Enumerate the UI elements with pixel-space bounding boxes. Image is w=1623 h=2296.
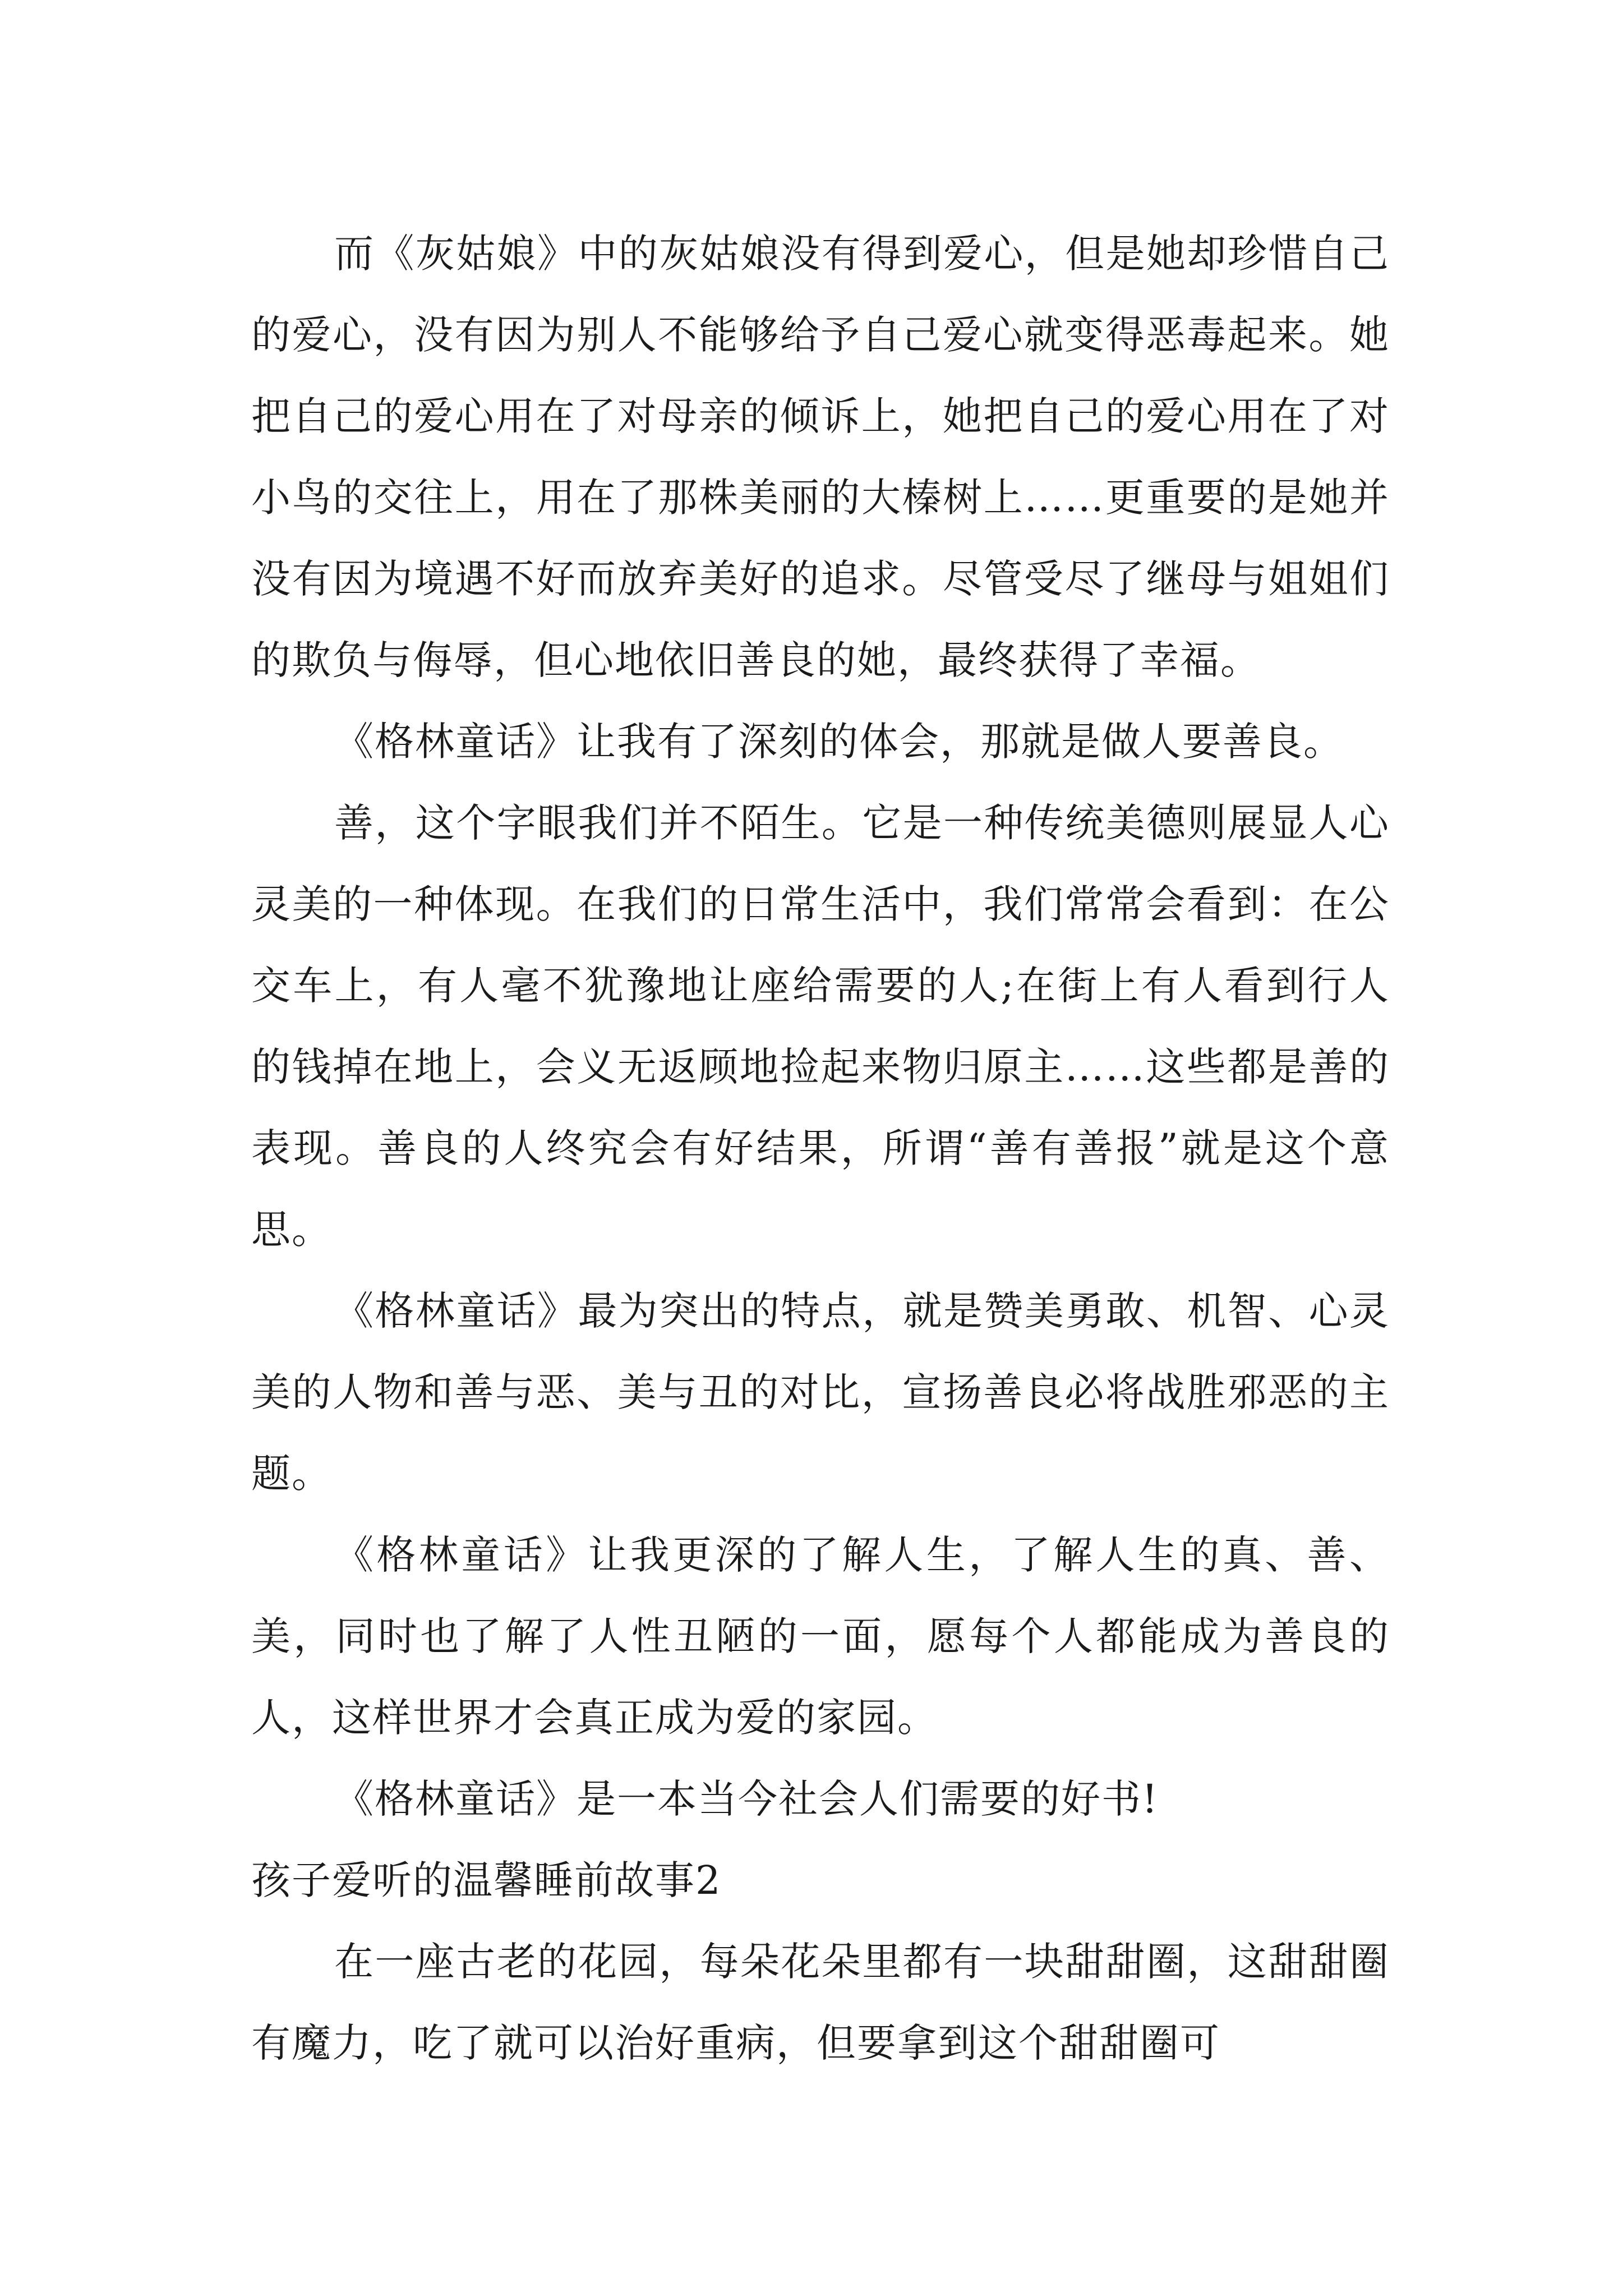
paragraph-conclusion: 《格林童话》是一本当今社会人们需要的好书! [334,1776,1159,1822]
section-heading: 孩子爱听的温馨睡前故事2 [251,1857,722,1903]
paragraph-cinderella: 而《灰姑娘》中的灰姑娘没有得到爱心，但是她却珍惜自己的爱心，没有因为别人不能够给予自己爱心就变得恶毒起来。她把自己的爱心用在了对母亲的倾诉上，她把自己的爱心用在了对小鸟的交往上，用在了那株美丽的大榛树上……更重要的是她并没有因为境遇不好而放弃美好的追求。尽管受尽了继母与姐姐们的欺负与侮辱，但心地依旧善良的她，最终获得了幸福。 [251,231,1390,683]
document-body [251,213,1390,2084]
paragraph-features: 《格林童话》最为突出的特点，就是赞美勇敢、机智、心灵美的人物和善与恶、美与丑的对比，宣扬善良必将战胜邪恶的主题。 [251,1288,1390,1497]
paragraph-lesson: 《格林童话》让我有了深刻的体会，那就是做人要善良。 [334,719,1344,765]
paragraph-understanding: 《格林童话》让我更深的了解人生，了解人生的真、善、美，同时也了解了人性丑陋的一面，愿每个人都能成为善良的人，这样世界才会真正成为爱的家园。 [251,1532,1390,1741]
paragraph-story: 在一座古老的花园，每朵花朵里都有一块甜甜圈，这甜甜圈有魔力，吃了就可以治好重病，但要拿到这个甜甜圈可 [251,1939,1390,2066]
paragraph-kindness: 善，这个字眼我们并不陌生。它是一种传统美德则展显人心灵美的一种体现。在我们的日常生活中，我们常常会看到：在公交车上，有人毫不犹豫地让座给需要的人;在街上有人看到行人的钱掉在地上，会义无返顾地捡起来物归原主……这些都是善的表现。善良的人终究会有好结果，所谓“善有善报”就是这个意思。 [251,800,1390,1253]
